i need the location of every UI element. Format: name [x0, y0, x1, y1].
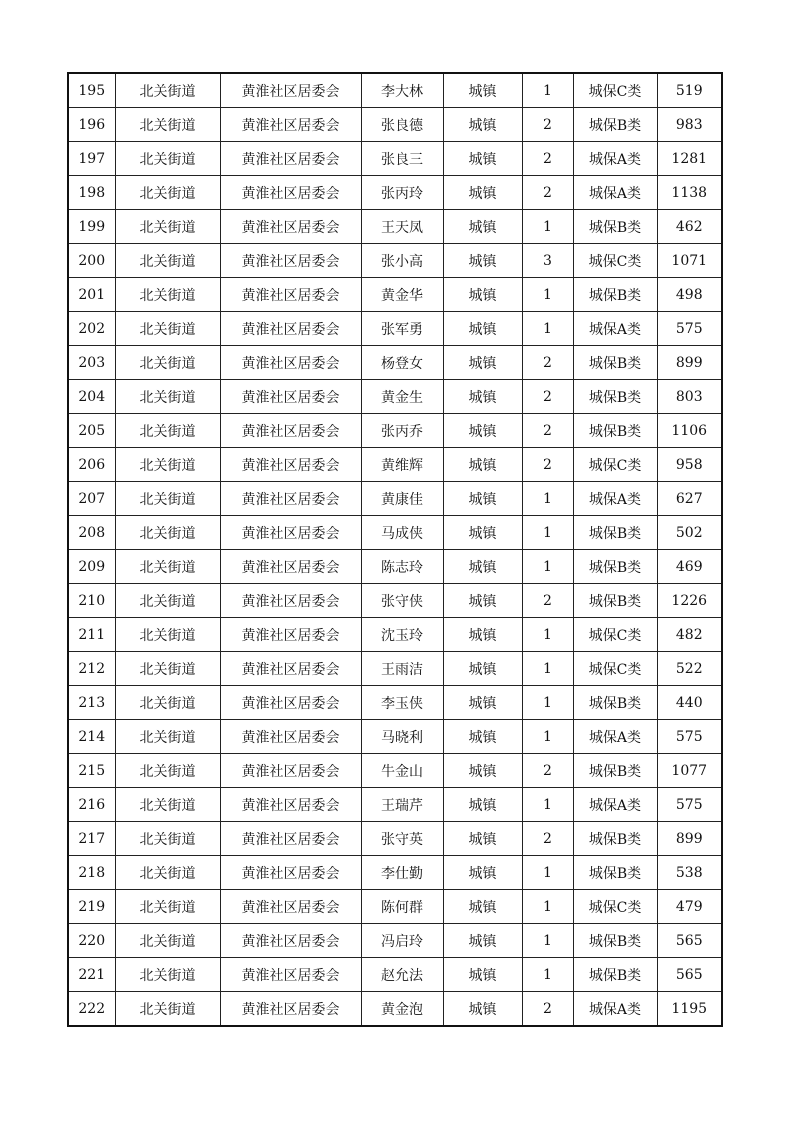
category-cell: 城保B类 — [573, 108, 657, 142]
row-number-cell: 198 — [68, 176, 115, 210]
row-number-cell: 220 — [68, 924, 115, 958]
street-cell: 北关街道 — [115, 210, 220, 244]
category-cell: 城保C类 — [573, 618, 657, 652]
amount-cell: 538 — [657, 856, 722, 890]
name-cell: 黄康佳 — [361, 482, 443, 516]
community-cell: 黄淮社区居委会 — [220, 652, 361, 686]
community-cell: 黄淮社区居委会 — [220, 176, 361, 210]
name-cell: 马成侠 — [361, 516, 443, 550]
community-cell: 黄淮社区居委会 — [220, 108, 361, 142]
area-type-cell: 城镇 — [443, 73, 522, 108]
category-cell: 城保A类 — [573, 312, 657, 346]
amount-cell: 565 — [657, 924, 722, 958]
name-cell: 张守侠 — [361, 584, 443, 618]
household-size-cell: 2 — [522, 822, 573, 856]
category-cell: 城保B类 — [573, 686, 657, 720]
household-size-cell: 1 — [522, 312, 573, 346]
community-cell: 黄淮社区居委会 — [220, 278, 361, 312]
category-cell: 城保C类 — [573, 652, 657, 686]
area-type-cell: 城镇 — [443, 856, 522, 890]
household-size-cell: 1 — [522, 686, 573, 720]
document-page — [67, 72, 721, 1027]
category-cell: 城保B类 — [573, 822, 657, 856]
category-cell: 城保B类 — [573, 278, 657, 312]
community-cell: 黄淮社区居委会 — [220, 992, 361, 1027]
amount-cell: 498 — [657, 278, 722, 312]
amount-cell: 1195 — [657, 992, 722, 1027]
amount-cell: 479 — [657, 890, 722, 924]
household-size-cell: 1 — [522, 482, 573, 516]
amount-cell: 565 — [657, 958, 722, 992]
name-cell: 黄维辉 — [361, 448, 443, 482]
row-number-cell: 203 — [68, 346, 115, 380]
household-size-cell: 1 — [522, 958, 573, 992]
area-type-cell: 城镇 — [443, 244, 522, 278]
community-cell: 黄淮社区居委会 — [220, 618, 361, 652]
area-type-cell: 城镇 — [443, 958, 522, 992]
name-cell: 李仕勤 — [361, 856, 443, 890]
household-size-cell: 2 — [522, 414, 573, 448]
street-cell: 北关街道 — [115, 346, 220, 380]
category-cell: 城保C类 — [573, 890, 657, 924]
category-cell: 城保B类 — [573, 380, 657, 414]
row-number-cell: 217 — [68, 822, 115, 856]
area-type-cell: 城镇 — [443, 550, 522, 584]
category-cell: 城保B类 — [573, 414, 657, 448]
amount-cell: 462 — [657, 210, 722, 244]
amount-cell: 482 — [657, 618, 722, 652]
category-cell: 城保C类 — [573, 448, 657, 482]
name-cell: 赵允法 — [361, 958, 443, 992]
name-cell: 张良三 — [361, 142, 443, 176]
street-cell: 北关街道 — [115, 448, 220, 482]
amount-cell: 958 — [657, 448, 722, 482]
household-size-cell: 2 — [522, 346, 573, 380]
community-cell: 黄淮社区居委会 — [220, 584, 361, 618]
name-cell: 李大林 — [361, 73, 443, 108]
category-cell: 城保A类 — [573, 992, 657, 1027]
area-type-cell: 城镇 — [443, 108, 522, 142]
community-cell: 黄淮社区居委会 — [220, 516, 361, 550]
household-size-cell: 1 — [522, 210, 573, 244]
household-size-cell: 2 — [522, 584, 573, 618]
category-cell: 城保A类 — [573, 176, 657, 210]
name-cell: 王雨洁 — [361, 652, 443, 686]
table-row — [68, 890, 722, 924]
community-cell: 黄淮社区居委会 — [220, 312, 361, 346]
name-cell: 张守英 — [361, 822, 443, 856]
street-cell: 北关街道 — [115, 720, 220, 754]
name-cell: 马晓利 — [361, 720, 443, 754]
name-cell: 黄金生 — [361, 380, 443, 414]
table-row — [68, 924, 722, 958]
household-size-cell: 1 — [522, 278, 573, 312]
category-cell: 城保C类 — [573, 73, 657, 108]
household-size-cell: 1 — [522, 516, 573, 550]
street-cell: 北关街道 — [115, 244, 220, 278]
amount-cell: 575 — [657, 788, 722, 822]
area-type-cell: 城镇 — [443, 720, 522, 754]
street-cell: 北关街道 — [115, 618, 220, 652]
table-row — [68, 618, 722, 652]
street-cell: 北关街道 — [115, 890, 220, 924]
household-size-cell: 2 — [522, 992, 573, 1027]
category-cell: 城保C类 — [573, 244, 657, 278]
amount-cell: 983 — [657, 108, 722, 142]
table-row — [68, 754, 722, 788]
community-cell: 黄淮社区居委会 — [220, 822, 361, 856]
area-type-cell: 城镇 — [443, 686, 522, 720]
street-cell: 北关街道 — [115, 516, 220, 550]
table-row — [68, 720, 722, 754]
category-cell: 城保A类 — [573, 788, 657, 822]
category-cell: 城保B类 — [573, 754, 657, 788]
table-row — [68, 448, 722, 482]
row-number-cell: 206 — [68, 448, 115, 482]
name-cell: 张丙玲 — [361, 176, 443, 210]
street-cell: 北关街道 — [115, 652, 220, 686]
community-cell: 黄淮社区居委会 — [220, 924, 361, 958]
table-row — [68, 550, 722, 584]
street-cell: 北关街道 — [115, 482, 220, 516]
area-type-cell: 城镇 — [443, 312, 522, 346]
amount-cell: 1077 — [657, 754, 722, 788]
household-size-cell: 1 — [522, 550, 573, 584]
community-cell: 黄淮社区居委会 — [220, 720, 361, 754]
category-cell: 城保B类 — [573, 516, 657, 550]
name-cell: 冯启玲 — [361, 924, 443, 958]
row-number-cell: 202 — [68, 312, 115, 346]
name-cell: 王天凤 — [361, 210, 443, 244]
row-number-cell: 196 — [68, 108, 115, 142]
street-cell: 北关街道 — [115, 958, 220, 992]
household-size-cell: 2 — [522, 142, 573, 176]
category-cell: 城保B类 — [573, 856, 657, 890]
area-type-cell: 城镇 — [443, 822, 522, 856]
category-cell: 城保B类 — [573, 924, 657, 958]
community-cell: 黄淮社区居委会 — [220, 856, 361, 890]
street-cell: 北关街道 — [115, 788, 220, 822]
community-cell: 黄淮社区居委会 — [220, 958, 361, 992]
row-number-cell: 215 — [68, 754, 115, 788]
row-number-cell: 208 — [68, 516, 115, 550]
household-size-cell: 1 — [522, 788, 573, 822]
community-cell: 黄淮社区居委会 — [220, 380, 361, 414]
household-size-cell: 1 — [522, 73, 573, 108]
household-size-cell: 1 — [522, 720, 573, 754]
household-size-cell: 1 — [522, 618, 573, 652]
amount-cell: 899 — [657, 346, 722, 380]
name-cell: 黄金华 — [361, 278, 443, 312]
table-row — [68, 958, 722, 992]
street-cell: 北关街道 — [115, 550, 220, 584]
row-number-cell: 204 — [68, 380, 115, 414]
area-type-cell: 城镇 — [443, 788, 522, 822]
area-type-cell: 城镇 — [443, 448, 522, 482]
amount-cell: 502 — [657, 516, 722, 550]
row-number-cell: 210 — [68, 584, 115, 618]
row-number-cell: 195 — [68, 73, 115, 108]
amount-cell: 1281 — [657, 142, 722, 176]
category-cell: 城保A类 — [573, 720, 657, 754]
street-cell: 北关街道 — [115, 822, 220, 856]
table-row — [68, 992, 722, 1027]
community-cell: 黄淮社区居委会 — [220, 550, 361, 584]
area-type-cell: 城镇 — [443, 754, 522, 788]
table-row — [68, 584, 722, 618]
household-size-cell: 2 — [522, 754, 573, 788]
table-row — [68, 856, 722, 890]
name-cell: 黄金泡 — [361, 992, 443, 1027]
street-cell: 北关街道 — [115, 176, 220, 210]
household-size-cell: 2 — [522, 176, 573, 210]
name-cell: 陈志玲 — [361, 550, 443, 584]
row-number-cell: 221 — [68, 958, 115, 992]
table-row — [68, 312, 722, 346]
area-type-cell: 城镇 — [443, 346, 522, 380]
amount-cell: 575 — [657, 720, 722, 754]
amount-cell: 1071 — [657, 244, 722, 278]
community-cell: 黄淮社区居委会 — [220, 754, 361, 788]
street-cell: 北关街道 — [115, 754, 220, 788]
row-number-cell: 207 — [68, 482, 115, 516]
category-cell: 城保A类 — [573, 482, 657, 516]
name-cell: 张丙乔 — [361, 414, 443, 448]
community-cell: 黄淮社区居委会 — [220, 73, 361, 108]
street-cell: 北关街道 — [115, 584, 220, 618]
community-cell: 黄淮社区居委会 — [220, 448, 361, 482]
row-number-cell: 214 — [68, 720, 115, 754]
table-row — [68, 108, 722, 142]
row-number-cell: 205 — [68, 414, 115, 448]
amount-cell: 803 — [657, 380, 722, 414]
community-cell: 黄淮社区居委会 — [220, 210, 361, 244]
name-cell: 杨登女 — [361, 346, 443, 380]
street-cell: 北关街道 — [115, 73, 220, 108]
community-cell: 黄淮社区居委会 — [220, 788, 361, 822]
area-type-cell: 城镇 — [443, 482, 522, 516]
row-number-cell: 197 — [68, 142, 115, 176]
amount-cell: 627 — [657, 482, 722, 516]
category-cell: 城保A类 — [573, 142, 657, 176]
row-number-cell: 213 — [68, 686, 115, 720]
area-type-cell: 城镇 — [443, 142, 522, 176]
category-cell: 城保B类 — [573, 346, 657, 380]
amount-cell: 1226 — [657, 584, 722, 618]
table-row — [68, 244, 722, 278]
row-number-cell: 212 — [68, 652, 115, 686]
name-cell: 王瑞芹 — [361, 788, 443, 822]
amount-cell: 575 — [657, 312, 722, 346]
table-row — [68, 788, 722, 822]
row-number-cell: 218 — [68, 856, 115, 890]
name-cell: 张良德 — [361, 108, 443, 142]
area-type-cell: 城镇 — [443, 414, 522, 448]
area-type-cell: 城镇 — [443, 652, 522, 686]
amount-cell: 899 — [657, 822, 722, 856]
table-row — [68, 73, 722, 108]
table-row — [68, 686, 722, 720]
area-type-cell: 城镇 — [443, 924, 522, 958]
name-cell: 张小高 — [361, 244, 443, 278]
amount-cell: 522 — [657, 652, 722, 686]
table-row — [68, 176, 722, 210]
category-cell: 城保B类 — [573, 958, 657, 992]
row-number-cell: 199 — [68, 210, 115, 244]
amount-cell: 1106 — [657, 414, 722, 448]
area-type-cell: 城镇 — [443, 278, 522, 312]
street-cell: 北关街道 — [115, 414, 220, 448]
table-row — [68, 210, 722, 244]
household-size-cell: 1 — [522, 924, 573, 958]
name-cell: 陈何群 — [361, 890, 443, 924]
area-type-cell: 城镇 — [443, 516, 522, 550]
household-size-cell: 1 — [522, 856, 573, 890]
table-row — [68, 516, 722, 550]
area-type-cell: 城镇 — [443, 618, 522, 652]
community-cell: 黄淮社区居委会 — [220, 686, 361, 720]
row-number-cell: 200 — [68, 244, 115, 278]
street-cell: 北关街道 — [115, 108, 220, 142]
row-number-cell: 211 — [68, 618, 115, 652]
community-cell: 黄淮社区居委会 — [220, 482, 361, 516]
area-type-cell: 城镇 — [443, 176, 522, 210]
street-cell: 北关街道 — [115, 312, 220, 346]
street-cell: 北关街道 — [115, 686, 220, 720]
community-cell: 黄淮社区居委会 — [220, 346, 361, 380]
name-cell: 牛金山 — [361, 754, 443, 788]
community-cell: 黄淮社区居委会 — [220, 142, 361, 176]
table-row — [68, 822, 722, 856]
street-cell: 北关街道 — [115, 856, 220, 890]
amount-cell: 440 — [657, 686, 722, 720]
category-cell: 城保B类 — [573, 584, 657, 618]
amount-cell: 469 — [657, 550, 722, 584]
street-cell: 北关街道 — [115, 924, 220, 958]
table-row — [68, 482, 722, 516]
household-size-cell: 2 — [522, 380, 573, 414]
street-cell: 北关街道 — [115, 142, 220, 176]
amount-cell: 519 — [657, 73, 722, 108]
table-row — [68, 380, 722, 414]
table-row — [68, 414, 722, 448]
table-row — [68, 652, 722, 686]
name-cell: 沈玉玲 — [361, 618, 443, 652]
community-cell: 黄淮社区居委会 — [220, 244, 361, 278]
category-cell: 城保B类 — [573, 210, 657, 244]
street-cell: 北关街道 — [115, 278, 220, 312]
name-cell: 李玉侠 — [361, 686, 443, 720]
assistance-table — [67, 72, 723, 1027]
table-row — [68, 142, 722, 176]
table-body — [68, 73, 722, 1026]
area-type-cell: 城镇 — [443, 584, 522, 618]
amount-cell: 1138 — [657, 176, 722, 210]
category-cell: 城保B类 — [573, 550, 657, 584]
household-size-cell: 1 — [522, 890, 573, 924]
household-size-cell: 1 — [522, 652, 573, 686]
row-number-cell: 216 — [68, 788, 115, 822]
area-type-cell: 城镇 — [443, 992, 522, 1027]
row-number-cell: 201 — [68, 278, 115, 312]
table-row — [68, 278, 722, 312]
community-cell: 黄淮社区居委会 — [220, 414, 361, 448]
street-cell: 北关街道 — [115, 380, 220, 414]
row-number-cell: 222 — [68, 992, 115, 1027]
name-cell: 张军勇 — [361, 312, 443, 346]
community-cell: 黄淮社区居委会 — [220, 890, 361, 924]
street-cell: 北关街道 — [115, 992, 220, 1027]
row-number-cell: 209 — [68, 550, 115, 584]
household-size-cell: 2 — [522, 448, 573, 482]
area-type-cell: 城镇 — [443, 890, 522, 924]
table-row — [68, 346, 722, 380]
area-type-cell: 城镇 — [443, 210, 522, 244]
household-size-cell: 2 — [522, 108, 573, 142]
row-number-cell: 219 — [68, 890, 115, 924]
area-type-cell: 城镇 — [443, 380, 522, 414]
household-size-cell: 3 — [522, 244, 573, 278]
